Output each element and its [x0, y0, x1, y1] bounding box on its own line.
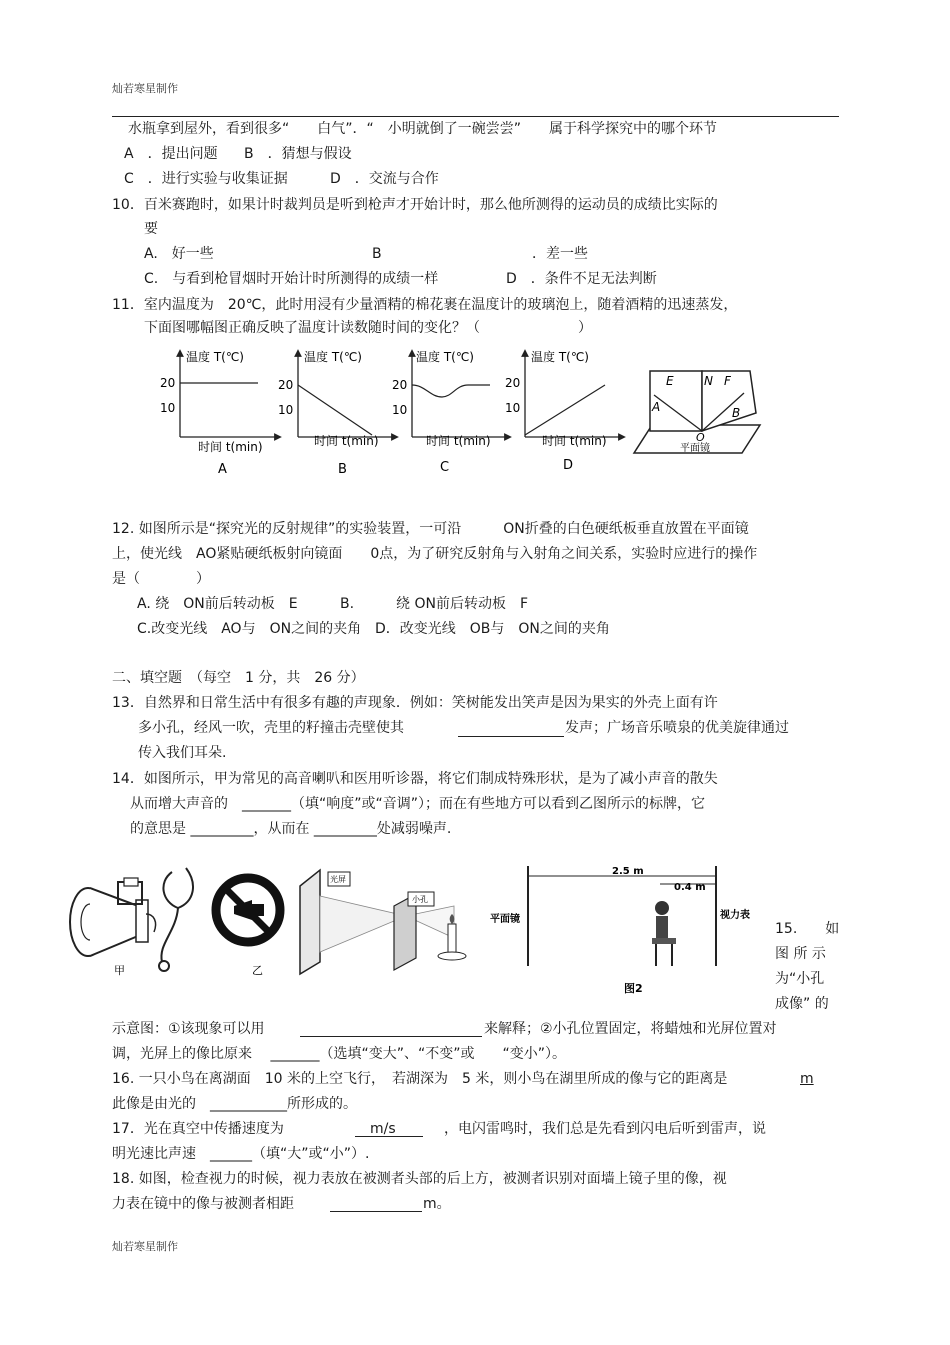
- mirror-label: 平面镜: [490, 914, 520, 925]
- q14-line2: 从而增大声音的 _______（填“响度”或“音调”）；而在有些地方可以看到乙图所示的标牌，它: [130, 796, 706, 812]
- graph-a-tick-10: 10: [160, 401, 176, 415]
- header-watermark: 灿若寒星制作: [112, 82, 178, 95]
- q9-option-c: C ．进行实验与收集证据: [124, 171, 288, 187]
- eye-test-figure: [488, 862, 768, 1000]
- graph-a-tick-20: 20: [160, 376, 176, 390]
- q18-answer-blank[interactable]: [330, 1197, 422, 1212]
- q13-line2a: 多小孔，经风一吹，壳里的籽撞击壳壁使其: [138, 720, 404, 736]
- graph-c-tick-10: 10: [392, 403, 408, 417]
- graph-d-tick-10: 10: [505, 401, 521, 415]
- seated-person: [652, 901, 676, 966]
- graph-b-xlabel: 时间 t(min): [314, 434, 379, 448]
- reflection-apparatus: [632, 365, 762, 460]
- q13-line3: 传入我们耳朵.: [138, 745, 227, 761]
- q14-line1: 14．如图所示，甲为常见的高音喇叭和医用听诊器，将它们制成特殊形状，是为了减小声音的散失: [112, 771, 718, 787]
- q12-option-d: D．改变光线 OB与 ON之间的夹角: [375, 621, 610, 637]
- q12-stem-cont: 上，使光线 AO紧贴硬纸板射向镜面 0点，为了研究反射角与入射角之间关系，实验时应进行的操作: [112, 546, 758, 562]
- q18-line2b: m。: [423, 1196, 451, 1212]
- pinhole-figure: [298, 866, 488, 978]
- q12-stem-end: 是（ ）: [112, 571, 210, 587]
- q18-line1: 18. 如图，检查视力的时候，视力表放在被测者头部的后上方，被测者识别对面墙上镜子里的像，视: [112, 1171, 727, 1187]
- q16-line2: 此像是由光的 ___________所形成的。: [112, 1096, 357, 1112]
- graph-b-ylabel: 温度 T(℃): [304, 350, 362, 364]
- q11-stem: 11．室内温度为 20℃，此时用浸有少量酒精的棉花裹在温度计的玻璃泡上，随着酒精的迅速蒸发，: [112, 297, 738, 313]
- q12-option-c: C.改变光线 AO与 ON之间的夹角: [137, 621, 362, 637]
- sound-figures: [58, 862, 298, 980]
- q10-stem: 10．百米赛跑时，如果计时裁判员是听到枪声才开始计时，那么他所测得的运动员的成绩比实际的: [112, 197, 718, 213]
- megaphone-figure: [70, 878, 156, 956]
- apparatus-label-n: N: [704, 374, 713, 388]
- q15-side-3: 为“小孔: [775, 971, 825, 987]
- q15-line2: 调，光屏上的像比原来 _______（选填“变大”、“不变”或 “变小”）。: [112, 1046, 566, 1062]
- distance-0-4m: 0.4 m: [674, 882, 706, 893]
- q16-line1b: m: [800, 1071, 814, 1087]
- footer-watermark: 灿若寒星制作: [112, 1240, 178, 1253]
- q15-line1b: 来解释；②小孔位置固定，将蜡烛和光屏位置对: [484, 1021, 777, 1037]
- q15-line1a: 示意图：①该现象可以用: [112, 1021, 265, 1037]
- q15-answer-blank[interactable]: [300, 1022, 482, 1037]
- q17-line1b: m/s: [370, 1121, 396, 1137]
- apparatus-label-a: A: [652, 400, 661, 414]
- q17-line2: 明光速比声速 ______（填“大”或“小”）.: [112, 1146, 370, 1162]
- graph-d-tick-20: 20: [505, 376, 521, 390]
- label-yi: 乙: [252, 964, 263, 977]
- apparatus-label-f: F: [724, 374, 731, 388]
- graph-a-ylabel: 温度 T(℃): [186, 350, 244, 364]
- hole-label: 小孔: [412, 895, 428, 904]
- apparatus-label-b: B: [732, 406, 741, 420]
- q11-stem-cont: 下面图哪幅图正确反映了温度计读数随时间的变化？（ ）: [144, 320, 592, 336]
- graph-b-tick-20: 20: [278, 378, 294, 392]
- graph-d: [505, 349, 622, 473]
- graph-c-label: C: [440, 460, 450, 475]
- graph-c-ylabel: 温度 T(℃): [416, 350, 474, 364]
- graph-a: [160, 349, 278, 477]
- graph-b: [278, 349, 395, 477]
- q12-option-b: B. 绕 ON前后转动板 F: [340, 596, 529, 612]
- no-horn-sign: [216, 878, 280, 942]
- distance-2-5m: 2.5 m: [612, 866, 644, 877]
- q17-line1c: ，电闪雷鸣时，我们总是先看到闪电后听到雷声，说: [444, 1121, 766, 1137]
- q14-line3: 的意思是 _________，从而在 _________处减弱噪声.: [130, 821, 452, 837]
- figure-2-caption: 图2: [624, 982, 643, 995]
- stethoscope-figure: [159, 868, 193, 971]
- q13-line1: 13．自然界和日常生活中有很多有趣的声现象．例如：笑树能发出笑声是因为果实的外壳上面有许: [112, 695, 718, 711]
- q10-stem-cont: 要: [144, 221, 158, 237]
- q18-line2a: 力表在镜中的像与被测者相距: [112, 1196, 294, 1212]
- graph-a-label: A: [218, 462, 227, 477]
- screen-label: 光屏: [330, 875, 346, 884]
- q10-option-c: C. 与看到枪冒烟时开始计时所测得的成绩一样: [144, 271, 439, 287]
- graph-c: [392, 349, 508, 475]
- chart-label: 视力表: [720, 910, 750, 921]
- q15-side-2: 图 所 示: [775, 946, 826, 962]
- graph-a-xlabel: 时间 t(min): [198, 440, 263, 454]
- q13-line2b: 发声；广场音乐喷泉的优美旋律通过: [565, 720, 789, 736]
- q12-stem: 12. 如图所示是“探究光的反射规律”的实验装置，一可沿 ON折叠的白色硬纸板垂直放置在平面镜: [112, 521, 749, 537]
- header-rule: [112, 116, 839, 117]
- q16-line1a: 16. 一只小鸟在离湖面 10 米的上空飞行， 若湖深为 5 米，则小鸟在湖里所成的像与它的距离是: [112, 1071, 728, 1087]
- graph-d-xlabel: 时间 t(min): [542, 434, 607, 448]
- q10-option-d: D ．条件不足无法判断: [506, 271, 657, 287]
- q15-side-1: 15. 如: [775, 921, 840, 937]
- apparatus-mirror-label: 平面镜: [680, 443, 710, 454]
- q10-option-a: A. 好一些: [144, 246, 214, 262]
- q9-option-b: B ．猜想与假设: [244, 146, 352, 162]
- q10-option-b: B: [372, 246, 382, 262]
- q17-answer-blank[interactable]: [355, 1122, 423, 1137]
- graph-b-tick-10: 10: [278, 403, 294, 417]
- q15-side-4: 成像” 的: [775, 996, 829, 1012]
- apparatus-label-e: E: [666, 374, 674, 388]
- apparatus-label-o: O: [696, 431, 705, 444]
- q12-option-a: A. 绕 ON前后转动板 E: [137, 596, 298, 612]
- graph-c-xlabel: 时间 t(min): [426, 434, 491, 448]
- q10-option-b-text: ．差一些: [532, 246, 588, 262]
- q13-answer-blank[interactable]: [458, 722, 564, 737]
- q9-option-a: A ．提出问题: [124, 146, 218, 162]
- section-title: 二、填空题 （每空 1 分，共 26 分）: [112, 670, 365, 686]
- graph-b-label: B: [338, 462, 347, 477]
- graph-d-ylabel: 温度 T(℃): [531, 350, 589, 364]
- q17-line1a: 17．光在真空中传播速度为: [112, 1121, 284, 1137]
- q9-option-d: D ．交流与合作: [330, 171, 439, 187]
- graph-d-label: D: [563, 458, 574, 473]
- q9-stem: 水瓶拿到屋外，看到很多“ 白气”．“ 小明就倒了一碗尝尝” 属于科学探究中的哪个环节: [128, 121, 718, 137]
- label-jia: 甲: [114, 964, 125, 977]
- temperature-graphs: [150, 345, 630, 480]
- graph-c-tick-20: 20: [392, 378, 408, 392]
